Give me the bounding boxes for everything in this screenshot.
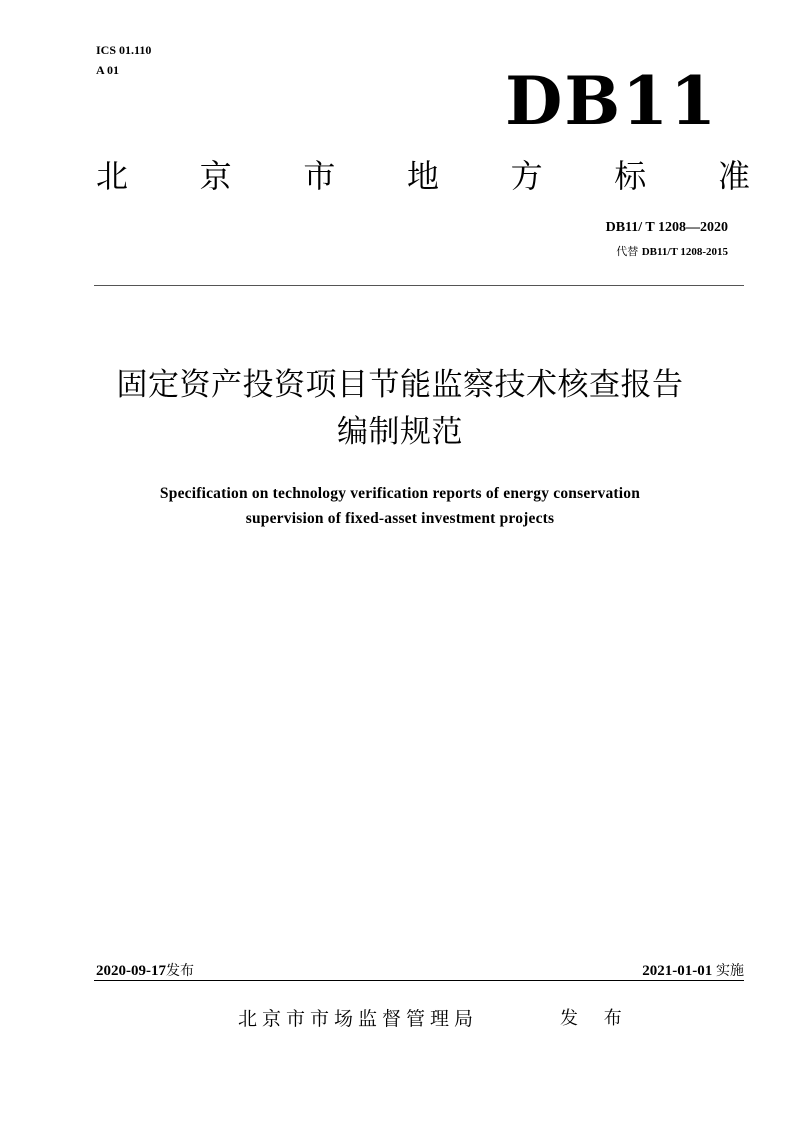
standard-type-char: 市 xyxy=(303,157,336,195)
ics-code: ICS 01.110 xyxy=(96,43,152,57)
implement-label: 实施 xyxy=(716,963,744,979)
chinese-title-line-1: 固定资产投资项目节能监察技术核查报告 xyxy=(116,367,684,403)
db-code-logo: DB11 xyxy=(505,62,718,140)
standard-type-char: 地 xyxy=(406,157,439,195)
standard-number: DB11/ T 1208—2020 xyxy=(605,220,728,235)
issuing-authority: 北京市市场监督管理局 xyxy=(238,1008,479,1030)
standard-type-char: 北 xyxy=(96,157,129,195)
implement-date-line xyxy=(642,960,744,982)
publish-date: 2020-09-17 xyxy=(96,963,166,979)
replaces-line xyxy=(616,244,728,260)
standard-type-char: 标 xyxy=(614,157,647,195)
english-title-line-1: Specification on technology verification reports of energy conservation xyxy=(159,485,641,502)
classification-code: A 01 xyxy=(96,63,120,77)
header-divider xyxy=(94,285,744,286)
standard-type-char: 准 xyxy=(717,157,750,195)
footer-divider xyxy=(94,980,744,981)
publish-date-line xyxy=(96,960,194,982)
replaces-number: DB11/T 1208-2015 xyxy=(641,246,728,258)
replaces-label: 代替 xyxy=(616,245,639,258)
implement-date: 2021-01-01 xyxy=(642,963,713,979)
publish-label: 发布 xyxy=(166,963,194,979)
standard-type-title xyxy=(96,154,750,198)
standard-type-char: 京 xyxy=(199,157,232,195)
standard-type-char: 方 xyxy=(510,157,543,195)
chinese-title-line-2: 编制规范 xyxy=(337,414,463,450)
english-title-line-2: supervision of fixed-asset investment projects xyxy=(245,510,555,527)
issued-label: 发 布 xyxy=(560,1008,632,1029)
